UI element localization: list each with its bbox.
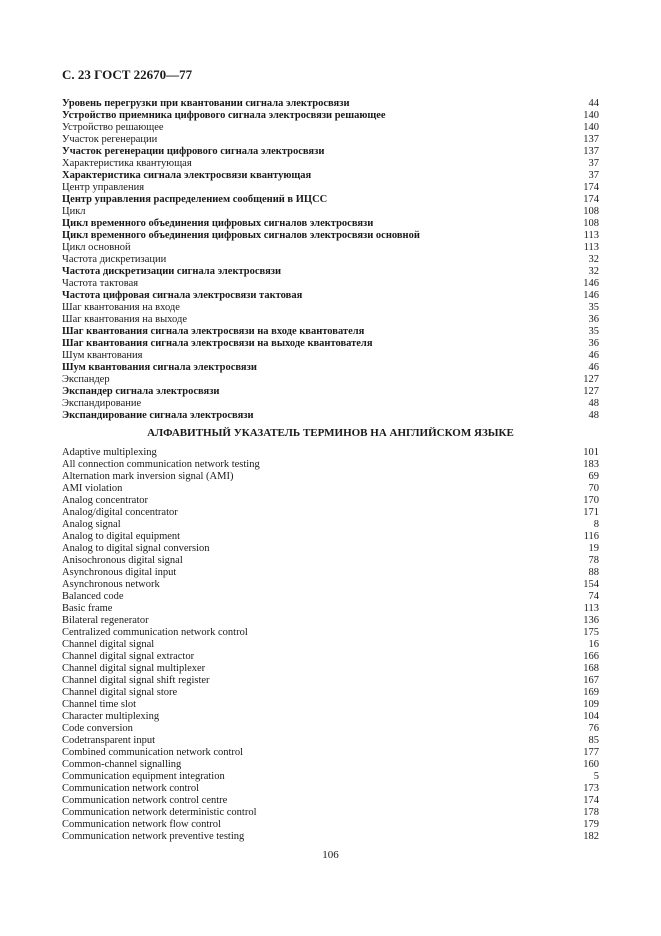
index-term: Частота цифровая сигнала электросвязи тактовая xyxy=(62,290,303,301)
index-entry xyxy=(62,507,599,519)
index-entry xyxy=(62,314,599,326)
index-page-ref: 154 xyxy=(583,579,599,590)
index-page-ref: 46 xyxy=(588,350,599,361)
index-entry xyxy=(62,579,599,591)
index-page-ref: 146 xyxy=(583,290,599,301)
index-entry xyxy=(62,266,599,278)
index-term: Шаг квантования на входе xyxy=(62,302,180,313)
index-page-ref: 32 xyxy=(588,266,599,277)
index-entry xyxy=(62,459,599,471)
index-term: Шум квантования xyxy=(62,350,143,361)
index-page-ref: 113 xyxy=(583,242,599,253)
page-number: 106 xyxy=(322,849,339,861)
index-page-ref: 109 xyxy=(583,699,599,710)
index-page-ref: 48 xyxy=(588,398,599,409)
index-entry xyxy=(62,831,599,843)
index-entry xyxy=(62,711,599,723)
index-page-ref: 127 xyxy=(583,386,599,397)
index-term: Шаг квантования сигнала электросвязи на выходе квантователя xyxy=(62,338,373,349)
index-page-ref: 35 xyxy=(588,326,599,337)
index-entry xyxy=(62,122,599,134)
index-term: Шум квантования сигнала электросвязи xyxy=(62,362,257,373)
index-term: Asynchronous digital input xyxy=(62,567,177,578)
index-page-ref: 74 xyxy=(588,591,599,602)
index-page-ref: 173 xyxy=(583,783,599,794)
index-page-ref: 44 xyxy=(588,98,599,109)
index-term: Участок регенерации цифрового сигнала электросвязи xyxy=(62,146,325,157)
index-term: Analog/digital concentrator xyxy=(62,507,178,518)
index-term: Устройство приемника цифрового сигнала электросвязи решающее xyxy=(62,110,386,121)
index-entry xyxy=(62,326,599,338)
index-page-ref: 113 xyxy=(583,603,599,614)
index-entry xyxy=(62,206,599,218)
index-term: Character multiplexing xyxy=(62,711,160,722)
index-term: Communication equipment integration xyxy=(62,771,225,782)
index-entry xyxy=(62,675,599,687)
index-page-ref: 140 xyxy=(583,110,599,121)
index-term: Экспандер xyxy=(62,374,110,385)
index-term: Частота дискретизации сигнала электросвязи xyxy=(62,266,282,277)
index-entry xyxy=(62,230,599,242)
index-page-ref: 166 xyxy=(583,651,599,662)
index-entry xyxy=(62,146,599,158)
russian-term-index xyxy=(62,98,599,422)
index-page-ref: 76 xyxy=(588,723,599,734)
index-term: Anisochronous digital signal xyxy=(62,555,183,566)
index-term: Цикл временного объединения цифровых сигналов электросвязи основной xyxy=(62,230,420,241)
index-page-ref: 137 xyxy=(583,146,599,157)
index-term: Analog signal xyxy=(62,519,121,530)
index-term: Центр управления распределением сообщений в ИЦСС xyxy=(62,194,328,205)
index-page-ref: 19 xyxy=(588,543,599,554)
index-page-ref: 46 xyxy=(588,362,599,373)
index-term: Частота дискретизации xyxy=(62,254,167,265)
index-term: Устройство решающее xyxy=(62,122,164,133)
index-term: Communication network flow control xyxy=(62,819,221,830)
index-entry xyxy=(62,759,599,771)
index-page-ref: 88 xyxy=(588,567,599,578)
index-page-ref: 16 xyxy=(588,639,599,650)
index-entry xyxy=(62,735,599,747)
index-term: Характеристика квантующая xyxy=(62,158,192,169)
index-page-ref: 35 xyxy=(588,302,599,313)
index-page-ref: 136 xyxy=(583,615,599,626)
index-page-ref: 178 xyxy=(583,807,599,818)
index-entry xyxy=(62,194,599,206)
index-entry xyxy=(62,410,599,422)
index-term: Adaptive multiplexing xyxy=(62,447,157,458)
index-page-ref: 37 xyxy=(588,170,599,181)
index-term: Code conversion xyxy=(62,723,133,734)
index-term: Экспандирование xyxy=(62,398,142,409)
index-page-ref: 175 xyxy=(583,627,599,638)
index-term: Communication network preventive testing xyxy=(62,831,245,842)
index-page-ref: 37 xyxy=(588,158,599,169)
index-entry xyxy=(62,242,599,254)
index-term: Communication network deterministic control xyxy=(62,807,257,818)
index-page-ref: 108 xyxy=(583,218,599,229)
index-page-ref: 36 xyxy=(588,338,599,349)
index-term: Communication network control xyxy=(62,783,200,794)
index-term: Channel digital signal multiplexer xyxy=(62,663,206,674)
index-entry xyxy=(62,723,599,735)
index-term: Характеристика сигнала электросвязи квантующая xyxy=(62,170,312,181)
index-entry xyxy=(62,591,599,603)
index-term: Цикл временного объединения цифровых сигналов электросвязи xyxy=(62,218,374,229)
index-term: Цикл основной xyxy=(62,242,131,253)
index-entry xyxy=(62,807,599,819)
index-entry xyxy=(62,447,599,459)
index-entry xyxy=(62,134,599,146)
index-term: Communication network control centre xyxy=(62,795,228,806)
index-entry xyxy=(62,567,599,579)
index-entry xyxy=(62,519,599,531)
index-entry xyxy=(62,795,599,807)
index-term: Channel digital signal store xyxy=(62,687,178,698)
index-entry xyxy=(62,783,599,795)
index-page-ref: 5 xyxy=(593,771,599,782)
index-entry xyxy=(62,555,599,567)
index-term: Центр управления xyxy=(62,182,145,193)
index-entry xyxy=(62,254,599,266)
index-page-ref: 174 xyxy=(583,194,599,205)
index-entry xyxy=(62,495,599,507)
index-page-ref: 70 xyxy=(588,483,599,494)
index-entry xyxy=(62,110,599,122)
index-entry xyxy=(62,170,599,182)
index-term: Analog to digital equipment xyxy=(62,531,181,542)
index-page-ref: 140 xyxy=(583,122,599,133)
index-page-ref: 182 xyxy=(583,831,599,842)
index-entry xyxy=(62,819,599,831)
index-entry xyxy=(62,362,599,374)
index-entry xyxy=(62,290,599,302)
index-page-ref: 171 xyxy=(583,507,599,518)
index-page-ref: 113 xyxy=(583,230,599,241)
page-header: С. 23 ГОСТ 22670—77 xyxy=(62,67,193,82)
index-page-ref: 146 xyxy=(583,278,599,289)
index-entry xyxy=(62,471,599,483)
index-page-ref: 179 xyxy=(583,819,599,830)
index-term: Участок регенерации xyxy=(62,134,158,145)
index-page-ref: 48 xyxy=(588,410,599,421)
index-term: Экспандер сигнала электросвязи xyxy=(62,386,220,397)
index-entry xyxy=(62,603,599,615)
index-entry xyxy=(62,627,599,639)
index-term: Analog to digital signal conversion xyxy=(62,543,210,554)
index-entry xyxy=(62,278,599,290)
index-entry xyxy=(62,182,599,194)
index-page-ref: 169 xyxy=(583,687,599,698)
index-entry xyxy=(62,639,599,651)
index-term: Частота тактовая xyxy=(62,278,139,289)
index-term: Centralized communication network control xyxy=(62,627,248,638)
index-entry xyxy=(62,218,599,230)
index-page-ref: 104 xyxy=(583,711,599,722)
index-page-ref: 85 xyxy=(588,735,599,746)
index-entry xyxy=(62,771,599,783)
index-page-ref: 127 xyxy=(583,374,599,385)
index-term: Экспандирование сигнала электросвязи xyxy=(62,410,254,421)
index-entry xyxy=(62,687,599,699)
index-term: Шаг квантования на выходе xyxy=(62,314,187,325)
index-entry xyxy=(62,398,599,410)
index-entry xyxy=(62,338,599,350)
index-entry xyxy=(62,302,599,314)
index-page-ref: 174 xyxy=(583,795,599,806)
index-page-ref: 177 xyxy=(583,747,599,758)
index-term: Basic frame xyxy=(62,603,113,614)
index-term: Balanced code xyxy=(62,591,124,602)
index-term: Bilateral regenerator xyxy=(62,615,149,626)
index-page-ref: 32 xyxy=(588,254,599,265)
index-term: Цикл xyxy=(62,206,86,217)
index-page-ref: 36 xyxy=(588,314,599,325)
index-entry xyxy=(62,747,599,759)
index-entry xyxy=(62,386,599,398)
index-page-ref: 167 xyxy=(583,675,599,686)
index-page-ref: 78 xyxy=(588,555,599,566)
index-term: Combined communication network control xyxy=(62,747,244,758)
index-page-ref: 8 xyxy=(593,519,599,530)
index-page-ref: 174 xyxy=(583,182,599,193)
index-entry xyxy=(62,374,599,386)
index-entry xyxy=(62,699,599,711)
index-page-ref: 168 xyxy=(583,663,599,674)
index-page-ref: 108 xyxy=(583,206,599,217)
index-page-ref: 160 xyxy=(583,759,599,770)
index-term: AMI violation xyxy=(62,483,123,494)
index-entry xyxy=(62,651,599,663)
index-page-ref: 170 xyxy=(583,495,599,506)
index-page-ref: 137 xyxy=(583,134,599,145)
index-entry xyxy=(62,350,599,362)
index-entry xyxy=(62,531,599,543)
index-term: Common-channel signalling xyxy=(62,759,182,770)
index-term: Analog concentrator xyxy=(62,495,149,506)
index-entry xyxy=(62,615,599,627)
english-index-title: АЛФАВИТНЫЙ УКАЗАТЕЛЬ ТЕРМИНОВ НА АНГЛИЙСКОМ ЯЗЫКЕ xyxy=(147,427,514,439)
index-term: All connection communication network testing xyxy=(62,459,260,470)
index-entry xyxy=(62,158,599,170)
index-term: Alternation mark inversion signal (AMI) xyxy=(62,471,234,482)
index-entry xyxy=(62,483,599,495)
index-entry xyxy=(62,543,599,555)
index-term: Channel time slot xyxy=(62,699,137,710)
index-term: Channel digital signal extractor xyxy=(62,651,195,662)
index-term: Asynchronous network xyxy=(62,579,160,590)
index-term: Codetransparent input xyxy=(62,735,156,746)
index-term: Channel digital signal shift register xyxy=(62,675,210,686)
index-term: Шаг квантования сигнала электросвязи на входе квантователя xyxy=(62,326,365,337)
index-entry xyxy=(62,98,599,110)
index-page-ref: 69 xyxy=(588,471,599,482)
index-term: Уровень перегрузки при квантовании сигнала электросвязи xyxy=(62,98,350,109)
index-page-ref: 116 xyxy=(583,531,599,542)
index-page-ref: 183 xyxy=(583,459,599,470)
index-term: Channel digital signal xyxy=(62,639,155,650)
english-term-index xyxy=(62,447,599,843)
index-page-ref: 101 xyxy=(583,447,599,458)
index-entry xyxy=(62,663,599,675)
